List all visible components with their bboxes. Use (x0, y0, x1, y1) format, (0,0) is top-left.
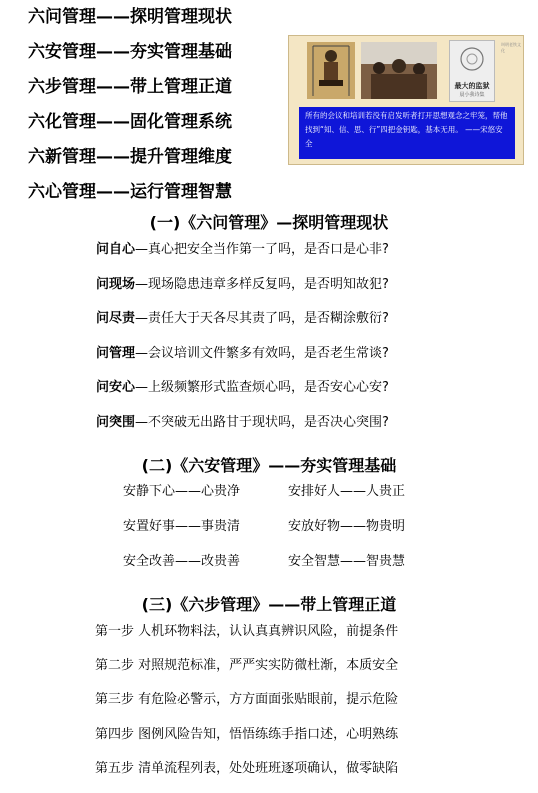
six-an-grid (123, 482, 443, 587)
an-item: 安排好人——人贵正 (288, 484, 406, 499)
question-key: 问现场 (96, 276, 136, 292)
question-key: 问自心 (96, 242, 136, 257)
cage-figure-image (307, 42, 355, 99)
an-item: 安全智慧——智贵慧 (288, 554, 406, 569)
question-key: 问突围 (96, 414, 136, 430)
an-row (123, 482, 443, 517)
step-line: 第四步 图例风险告知，悟悟练练手指口述，心明熟练 (95, 726, 399, 742)
promo-image (288, 35, 524, 165)
book-title: 最大的监狱 (454, 82, 490, 90)
an-item: 安置好事——事贵清 (123, 519, 241, 534)
question-text: —不突破无出路甘于现状吗，是否决心突围? (135, 414, 389, 430)
people-group-image (361, 42, 437, 99)
six-item: 六安管理——夯实管理基础 (28, 42, 232, 62)
question-text: —现场隐患违章多样反复吗，是否明知故犯? (135, 276, 389, 292)
section1-title: (一)《六问管理》—探明管理现状 (149, 213, 389, 232)
book-cover-image (449, 40, 495, 102)
section3-title: (三)《六步管理》——带上管理正道 (141, 595, 397, 614)
question-key: 问安心 (96, 380, 136, 396)
an-item: 安全改善——改贵善 (123, 554, 241, 569)
corner-label: 叫明老铁文化 (501, 42, 521, 53)
an-item: 安静下心——心贵净 (123, 484, 241, 499)
six-item: 六新管理——提升管理维度 (28, 147, 232, 167)
question-text: —责任大于天各尽其责了吗，是否糊涂敷衍? (135, 311, 389, 327)
question-text: —上级频繁形式监查烦心吗，是否安心心安? (135, 380, 389, 396)
question-line (96, 309, 536, 344)
six-item: 六步管理——带上管理正道 (28, 77, 232, 97)
step-line: 第三步 有危险必警示，方方面面张贴眼前，提示危险 (95, 692, 399, 708)
six-steps-list (95, 622, 535, 793)
question-line (96, 378, 536, 413)
an-row (123, 517, 443, 552)
question-line (96, 240, 536, 275)
step-line: 第一步 人机环物料法，认认真真辨识风险，前提条件 (95, 624, 399, 639)
quote-box: 所有的会议和培训若没有启发听者打开思想观念之牢笼，帮他找到“知、信、思、行”四把金钥匙，基本无用。 ——宋悠安全 (299, 107, 515, 159)
step-line: 第二步 对照规范标准，严严实实防微杜渐，本质安全 (95, 658, 399, 674)
question-key: 问尽责 (96, 311, 136, 327)
an-row (123, 552, 443, 587)
question-line (96, 275, 536, 310)
question-text: —真心把安全当作第一了吗，是否口是心非? (135, 242, 389, 257)
six-item: 六心管理——运行管理智慧 (28, 182, 232, 202)
six-questions-list (96, 240, 536, 448)
six-item: 六化管理——固化管理系统 (28, 112, 232, 132)
six-item: 六问管理——探明管理现状 (28, 7, 232, 27)
step-line: 第五步 清单流程列表，处处班班逐项确认，做零缺陷 (95, 760, 399, 776)
question-text: —会议培训文件繁多有效吗，是否老生常谈? (135, 345, 389, 361)
question-line (96, 344, 536, 379)
book-subtitle: 晨小我诗集 (459, 92, 485, 98)
an-item: 安放好物——物贵明 (288, 519, 406, 534)
section2-title: (二)《六安管理》——夯实管理基础 (141, 456, 397, 475)
six-management-list (28, 4, 232, 214)
question-key: 问管理 (96, 345, 136, 361)
question-line (96, 413, 536, 448)
